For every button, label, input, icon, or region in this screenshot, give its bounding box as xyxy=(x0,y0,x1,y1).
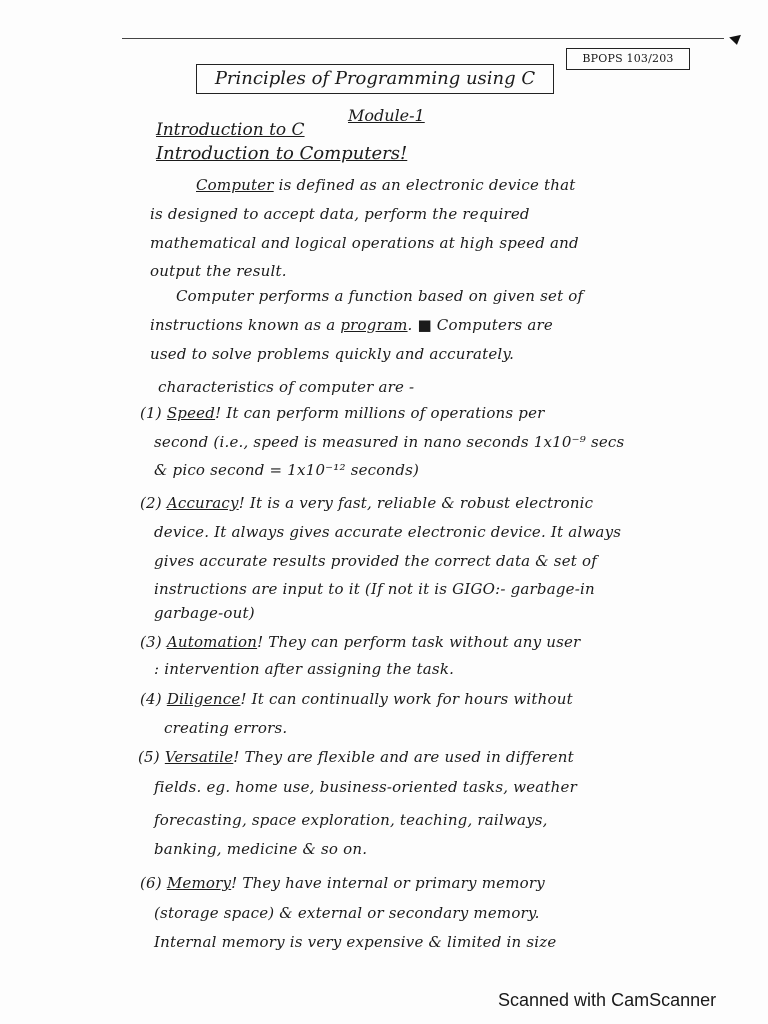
text: ! They have internal or primary memory xyxy=(231,874,545,892)
characteristics-intro: characteristics of computer are - xyxy=(158,378,415,396)
accuracy-line-2: device. It always gives accurate electronic device. It always xyxy=(154,523,622,541)
speed-line-3: & pico second = 1x10⁻¹² seconds) xyxy=(154,461,420,479)
p2-line-1: Computer performs a function based on given set of xyxy=(176,287,584,305)
term-speed: Speed xyxy=(166,404,216,422)
course-code: BPOPS 103/203 xyxy=(566,48,690,70)
versatile-line-4: banking, medicine & so on. xyxy=(154,840,368,858)
item-versatile xyxy=(138,748,728,766)
accuracy-line-3: gives accurate results provided the correct data & set of xyxy=(154,552,597,570)
item-diligence xyxy=(140,690,730,708)
heading-intro-computers: Introduction to Computers! xyxy=(156,143,408,164)
item-number: (1) xyxy=(140,404,167,422)
item-number: (2) xyxy=(140,494,167,512)
item-number: (6) xyxy=(140,874,167,892)
top-rule xyxy=(122,38,724,39)
term-program: program xyxy=(340,316,408,334)
item-number: (4) xyxy=(140,690,167,708)
scanner-watermark: Scanned with CamScanner xyxy=(498,990,717,1010)
memory-line-3: Internal memory is very expensive & limited in size xyxy=(154,933,557,951)
text: ! They are flexible and are used in different xyxy=(233,748,574,766)
p1-line-3: mathematical and logical operations at high speed and xyxy=(150,234,579,252)
text: ! It is a very fast, reliable & robust electronic xyxy=(238,494,594,512)
item-speed xyxy=(140,404,730,422)
automation-line-2: : intervention after assigning the task. xyxy=(154,660,455,678)
p2-line-3: used to solve problems quickly and accurately. xyxy=(150,345,515,363)
versatile-line-2: fields. eg. home use, business-oriented tasks, weather xyxy=(154,778,577,796)
accuracy-line-5: garbage-out) xyxy=(154,604,255,622)
item-number: (3) xyxy=(140,633,167,651)
course-title: Principles of Programming using C xyxy=(196,64,554,94)
text: instructions known as a xyxy=(150,316,341,334)
item-number: (5) xyxy=(138,748,165,766)
p1-line-1 xyxy=(196,176,768,194)
versatile-line-3: forecasting, space exploration, teaching, railways, xyxy=(154,811,548,829)
term-accuracy: Accuracy xyxy=(166,494,239,512)
item-accuracy xyxy=(140,494,730,512)
memory-line-2: (storage space) & external or secondary memory. xyxy=(154,904,540,922)
term-automation: Automation xyxy=(166,633,258,651)
item-automation xyxy=(140,633,730,651)
term-diligence: Diligence xyxy=(166,690,241,708)
corner-mark xyxy=(729,35,743,46)
diligence-line-2: creating errors. xyxy=(164,719,288,737)
accuracy-line-4: instructions are input to it (If not it is GIGO:- garbage-in xyxy=(154,580,595,598)
heading-intro-c: Introduction to C xyxy=(156,120,305,140)
p1-line-2: is designed to accept data, perform the required xyxy=(150,205,530,223)
term-memory: Memory xyxy=(166,874,232,892)
speed-line-2: second (i.e., speed is measured in nano seconds 1x10⁻⁹ secs xyxy=(154,433,625,451)
text: ! It can continually work for hours without xyxy=(240,690,573,708)
p2-line-2 xyxy=(150,316,740,334)
item-memory xyxy=(140,874,730,892)
text: . ■ Computers are xyxy=(407,316,553,334)
term-versatile: Versatile xyxy=(164,748,234,766)
text: ! It can perform millions of operations per xyxy=(215,404,545,422)
text: ! They can perform task without any user xyxy=(257,633,581,651)
module-label: Module-1 xyxy=(348,106,425,125)
text: is defined as an electronic device that xyxy=(273,176,576,194)
term-computer: Computer xyxy=(196,176,274,194)
p1-line-4: output the result. xyxy=(150,262,287,280)
